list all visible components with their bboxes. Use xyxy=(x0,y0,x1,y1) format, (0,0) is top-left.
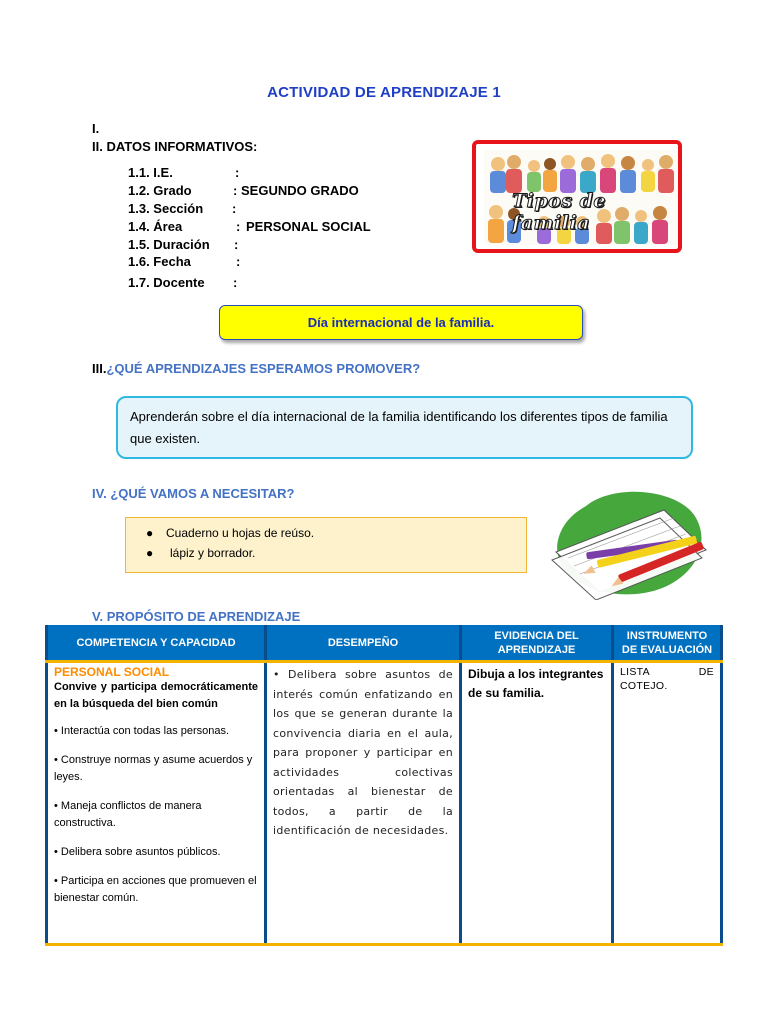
header-competencia: COMPETENCIA Y CAPACIDAD xyxy=(47,625,266,662)
desempeno-cell xyxy=(266,662,461,945)
info-row-ie: 1.1. I.E. : xyxy=(128,165,240,180)
learning-purpose-table xyxy=(45,625,723,946)
pencils-illustration xyxy=(546,488,716,600)
evidencia-cell xyxy=(461,662,613,945)
capacidad-item: • Construye normas y asume acuerdos y leyes. xyxy=(54,754,253,783)
info-label: 1.5. Duración xyxy=(128,237,210,252)
header-desempeno: DESEMPEÑO xyxy=(266,625,461,662)
info-label: 1.7. Docente xyxy=(128,275,205,290)
list-item: ● lápiz y borrador. xyxy=(146,546,256,560)
info-row-seccion: 1.3. Sección : xyxy=(128,201,237,216)
header-evidencia: EVIDENCIA DEL APRENDIZAJE xyxy=(461,625,613,662)
family-image-title: Tipos de familia xyxy=(512,190,606,234)
capacidad-item: • Participa en acciones que promueven el bienestar común. xyxy=(54,875,257,904)
info-label: 1.2. Grado xyxy=(128,183,192,198)
info-label: 1.4. Área xyxy=(128,219,183,234)
section-iii-number: III. xyxy=(92,361,107,376)
page-title: ACTIVIDAD DE APRENDIZAJE 1 xyxy=(267,84,501,101)
header-instrumento: INSTRUMENTO DE EVALUACIÓN xyxy=(613,625,722,662)
info-row-duracion: 1.5. Duración : xyxy=(128,237,239,252)
section-iii-heading xyxy=(92,361,420,376)
info-row-docente: 1.7. Docente : xyxy=(128,275,238,290)
materials-list xyxy=(144,523,526,563)
info-row-grado: 1.2. Grado : SEGUNDO GRADO xyxy=(128,183,359,198)
info-value: PERSONAL SOCIAL xyxy=(246,219,371,234)
learning-outcome-box: Aprenderán sobre el día internacional de la familia identificando los diferentes tipos de familia que existen. xyxy=(116,396,693,459)
competencia-cell xyxy=(47,662,266,945)
instrumento-text: LISTA DE COTEJO. xyxy=(620,666,714,692)
section-v-heading: V. PROPÓSITO DE APRENDIZAJE xyxy=(92,609,301,624)
capacidad-item: • Maneja conflictos de manera constructiva. xyxy=(54,800,202,829)
table-row xyxy=(47,662,722,945)
list-item: ● Cuaderno u hojas de reúso. xyxy=(146,526,315,540)
evidencia-text: Dibuja a los integrantes de su familia. xyxy=(468,667,604,700)
capacidad-item: • Delibera sobre asuntos públicos. xyxy=(54,846,221,858)
area-label: PERSONAL SOCIAL xyxy=(54,665,170,679)
section-ii-heading: II. DATOS INFORMATIVOS: xyxy=(92,139,258,154)
family-types-image xyxy=(472,140,682,253)
info-label: 1.1. I.E. xyxy=(128,165,173,180)
capacidad-item: • Interactúa con todas las personas. xyxy=(54,725,230,737)
activity-banner: Día internacional de la familia. xyxy=(219,305,583,340)
info-row-area: 1.4. Área : PERSONAL SOCIAL xyxy=(128,219,371,234)
info-label: 1.6. Fecha xyxy=(128,254,191,269)
competencia-text: Convive y participa democráticamente en la búsqueda del bien común xyxy=(54,681,258,710)
info-label: 1.3. Sección xyxy=(128,201,204,216)
info-row-fecha: 1.6. Fecha : xyxy=(128,254,241,269)
desempeno-text: • Delibera sobre asuntos de interés común enfatizando en los que se generan durante la convivencia diaria en el aula, para proponer y participar en actividades colectivas orientadas al bienestar de todos, a partir de la identificación de necesidades. xyxy=(273,668,453,837)
section-iii-title: ¿QUÉ APRENDIZAJES ESPERAMOS PROMOVER? xyxy=(106,361,421,376)
section-iv-heading: IV. ¿QUÉ VAMOS A NECESITAR? xyxy=(92,486,295,501)
materials-box xyxy=(125,517,527,573)
table-header-row xyxy=(47,625,722,662)
instrumento-cell xyxy=(613,662,722,945)
section-i-label: I. xyxy=(92,121,100,136)
info-value: SEGUNDO GRADO xyxy=(241,183,359,198)
